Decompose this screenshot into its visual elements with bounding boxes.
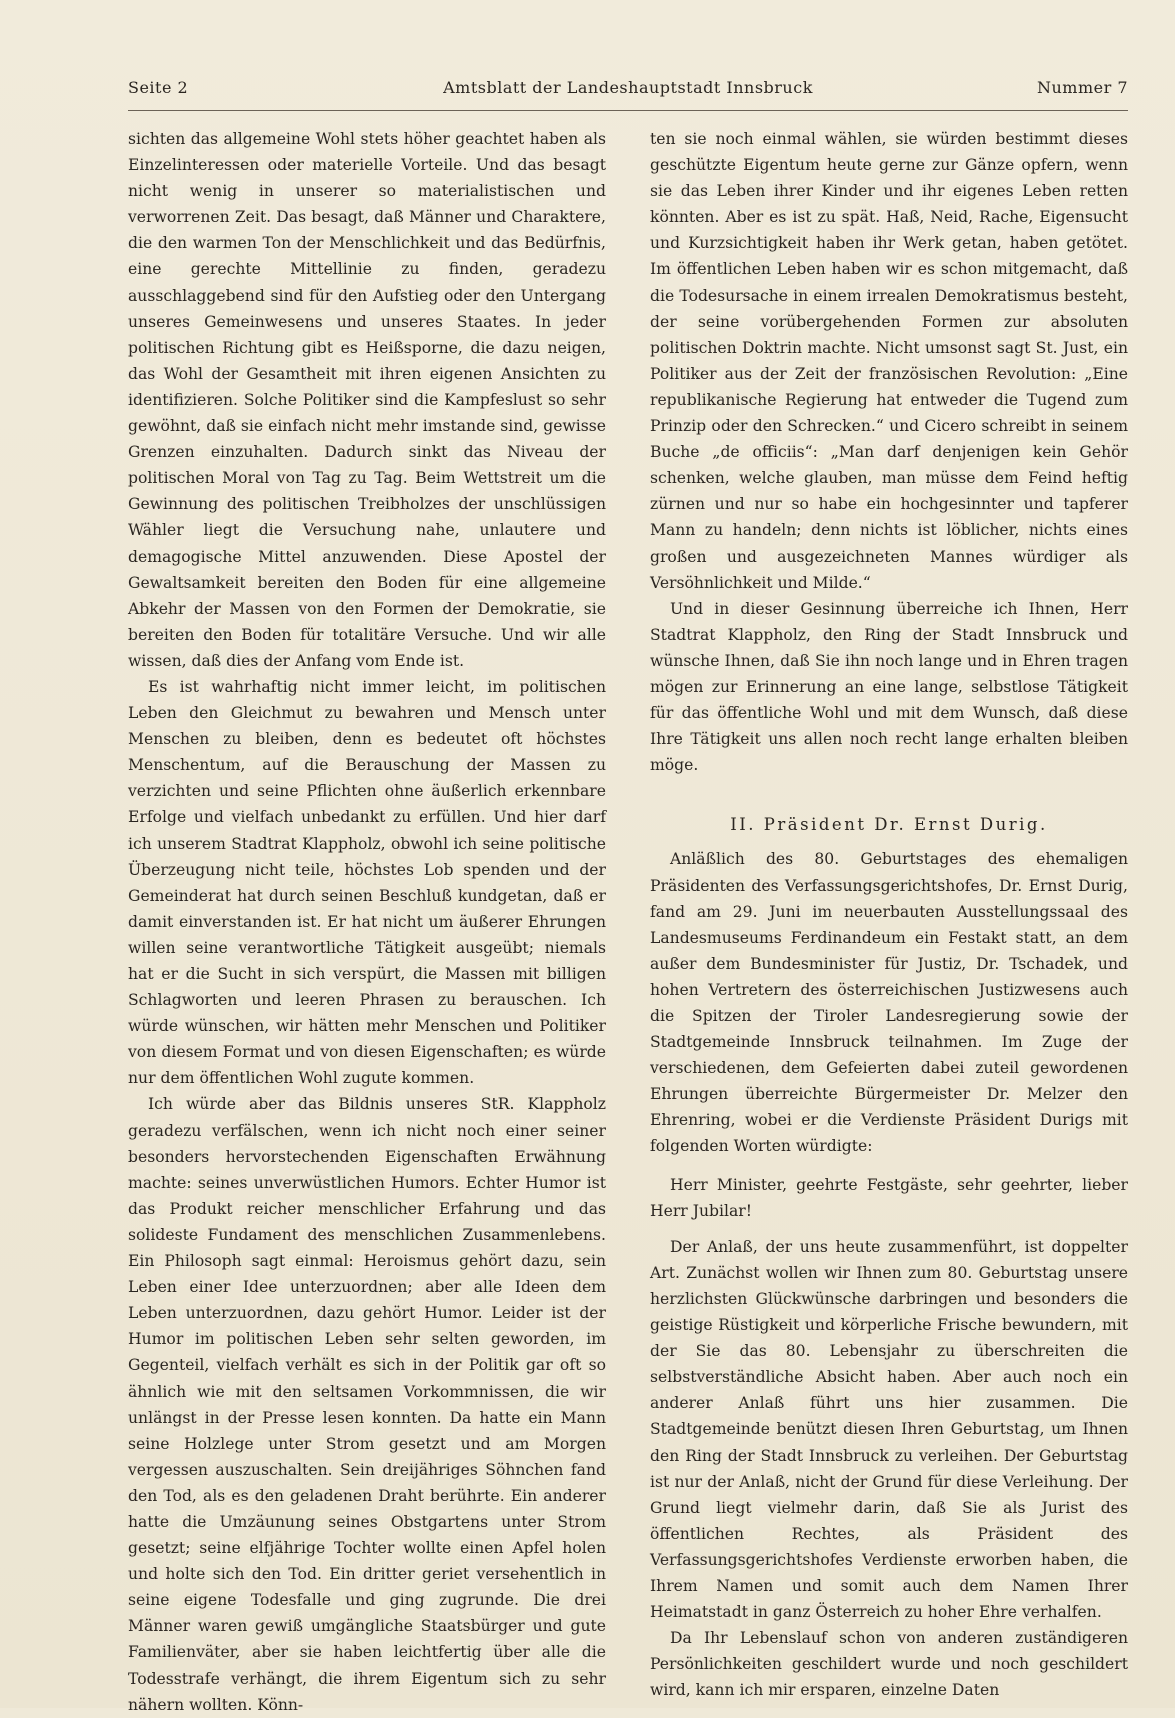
publication-title: Amtsblatt der Landeshauptstadt Innsbruck <box>443 78 813 97</box>
page-number-label: Seite 2 <box>128 78 189 97</box>
header-rule <box>128 110 1128 111</box>
left-column <box>128 126 606 1718</box>
page-header <box>128 78 1128 102</box>
left-paragraph-2: Es ist wahrhaftig nicht immer leicht, im politischen Leben den Gleichmut zu bewahren und Mensch unter Menschen zu bleiben, denn es bedeutet oft höchstes Menschentum, auf die Berauschung der Massen zu verzichten und seine Pflichten ohne äußerlich erkennbare Erfolge und vielfach unbedankt zu erfüllen. Und hier darf ich unserem Stadtrat Klappholz, obwohl ich seine politische Überzeugung nicht teile, höchstes Lob spenden und der Gemeinderat hat durch seinen Beschluß kundgetan, daß er damit einverstanden ist. Er hat nicht um äußerer Ehrungen willen seine verantwortliche Tätigkeit ausgeübt; niemals hat er die Sucht in sich verspürt, die Massen mit billigen Schlagworten und leeren Phrasen zu berauschen. Ich würde wünschen, wir hätten mehr Menschen und Politiker von diesem Format und von diesen Eigenschaften; es würde nur dem öffentlichen Wohl zugute kommen. <box>128 677 606 1088</box>
right-paragraph-2: Und in dieser Gesinnung überreiche ich Ihnen, Herr Stadtrat Klappholz, den Ring der Stadt Innsbruck und wünsche Ihnen, daß Sie ihn noch lange und in Ehren tragen mögen zur Erinnerung an eine lange, selbstlose Tätigkeit für das öffentliche Wohl und mit dem Wunsch, daß diese Ihre Tätigkeit uns allen noch recht lange erhalten bleiben möge. <box>650 599 1128 775</box>
section-heading: II. Präsident Dr. Ernst Durig. <box>730 815 1048 835</box>
right-paragraph-5: Da Ihr Lebenslauf schon von anderen zuständigeren Persönlichkeiten geschildert wurde und noch geschildert wird, kann ich mir ersparen, einzelne Daten <box>650 1629 1128 1700</box>
right-paragraph-1: ten sie noch einmal wählen, sie würden bestimmt dieses geschützte Eigentum heute gerne zur Gänze opfern, wenn sie das Leben ihrer Kinder und ihr eigenes Leben retten könnten. Aber es ist zu spät. Haß, Neid, Rache, Eigensucht und Kurzsichtigkeit haben ihr Werk getan, haben getötet. Im öffentlichen Leben haben wir es schon mitgemacht, daß die Todesursache in einem irrealen Demokratismus besteht, der seine vorübergehenden Formen zur absoluten politischen Doktrin machte. Nicht umsonst sagt St. Just, ein Politiker aus der Zeit der französischen Revolution: „Eine republikanische Regierung hat entweder die Tugend zum Prinzip oder den Schrecken.“ und Cicero schreibt in seinem Buche „de officiis“: „Man darf denjenigen kein Gehör schenken, welche glauben, man müsse dem Feind heftig zürnen und nur so habe ein hochgesinnter und tapferer Mann zu handeln; denn nichts ist löblicher, nichts eines großen und ausgezeichneten Mannes würdiger als Versöhnlichkeit und Milde.“ <box>650 130 1128 592</box>
left-paragraph-3: Ich würde aber das Bildnis unseres StR. Klappholz geradezu verfälschen, wenn ich nicht noch einer seiner besonders hervorstechenden Eigenschaften Erwähnung machte: seines unverwüstlichen Humors. Echter Humor ist das Produkt reicher menschlicher Erfahrung und das solideste Fundament des menschlichen Zusammenlebens. Ein Philosoph sagt einmal: Heroismus gehört dazu, sein Leben einer Idee unterzuordnen; aber alle Ideen dem Leben unterzuordnen, dazu gehört Humor. Leider ist der Humor im politischen Leben sehr selten geworden, im Gegenteil, vielfach verhält es sich in der Politik gar oft so ähnlich wie mit den seltsamen Vorkommnissen, die wir unlängst in der Presse lesen konnten. Da hatte ein Mann seine Holzlege unter Strom gesetzt und am Morgen vergessen auszuschalten. Sein dreijähriges Söhnchen fand den Tod, als es den geladenen Draht berührte. Ein anderer hatte die Umzäunung seines Obstgartens unter Strom gesetzt; seine elfjährige Tochter wollte einen Apfel holen und holte sich den Tod. Ein dritter geriet versehentlich in seine eigene Todesfalle und ging zugrunde. Die drei Männer waren gewiß umgängliche Staatsbürger und gute Familienväter, aber sie haben leichtfertig über alle die Todesstrafe verhängt, die ihrem Eigentum sich zu sehr nähern wollten. Könn- <box>128 1095 606 1714</box>
right-paragraph-4: Der Anlaß, der uns heute zusammenführt, ist doppelter Art. Zunächst wollen wir Ihnen zum 80. Geburtstag unsere herzlichsten Glückwünsche darbringen und besonders die geistige Rüstigkeit und körperliche Frische bewundern, mit der Sie das 80. Lebensjahr zu überschreiten die selbstverständliche Absicht haben. Aber auch noch ein anderer Anlaß führt uns hier zusammen. Die Stadtgemeinde benützt diesen Ihren Geburtstag, um Ihnen den Ring der Stadt Innsbruck zu verleihen. Der Geburtstag ist nur der Anlaß, nicht der Grund für diese Verleihung. Der Grund liegt vielmehr darin, daß Sie als Jurist des öffentlichen Rechtes, als Präsident des Verfassungsgerichtshofes Verdienste erworben haben, die Ihrem Namen und somit auch dem Namen Ihrer Heimatstadt in ganz Österreich zu hoher Ehre verhalfen. <box>650 1237 1128 1622</box>
right-paragraph-3: Anläßlich des 80. Geburtstages des ehemaligen Präsidenten des Verfassungsgerichtshofes, Dr. Ernst Durig, fand am 29. Juni im neuerbauten Ausstellungssaal des Landesmuseums Ferdinandeum ein Festakt statt, an dem außer dem Bundesminister für Justiz, Dr. Tschadek, und hohen Vertretern des österreichischen Justizwesens auch die Spitzen der Tiroler Landesregierung sowie der Stadtgemeinde Innsbruck teilnahmen. Im Zuge der verschiedenen, dem Gefeierten dabei zuteil gewordenen Ehrungen überreichte Bürgermeister Dr. Melzer den Ehrenring, wobei er die Verdienste Präsident Durigs mit folgenden Worten würdigte: <box>650 850 1128 1156</box>
issue-number: Nummer 7 <box>1036 78 1128 97</box>
left-paragraph-1: sichten das allgemeine Wohl stets höher geachtet haben als Einzelinteressen oder materielle Vorteile. Und das besagt nicht wenig in unserer so materialistischen und verworrenen Zeit. Das besagt, daß Männer und Charaktere, die den warmen Ton der Menschlichkeit und das Bedürfnis, eine gerechte Mittellinie zu finden, geradezu ausschlaggebend sind für den Aufstieg oder den Untergang unseres Gemeinwesens und unseres Staates. In jeder politischen Richtung gibt es Heißsporne, die dazu neigen, das Wohl der Gesamtheit mit ihren eigenen Ansichten zu identifizieren. Solche Politiker sind die Kampfeslust so sehr gewöhnt, daß sie einfach nicht mehr imstande sind, gewisse Grenzen einzuhalten. Dadurch sinkt das Niveau der politischen Moral von Tag zu Tag. Beim Wettstreit um die Gewinnung des politischen Treibholzes der unschlüssigen Wähler liegt die Versuchung nahe, unlautere und demagogische Mittel anzuwenden. Diese Apostel der Gewaltsamkeit bereiten den Boden für eine allgemeine Abkehr der Massen von den Formen der Demokratie, sie bereiten den Boden für totalitäre Versuche. Und wir alle wissen, daß dies der Anfang vom Ende ist. <box>128 130 606 670</box>
salutation: Herr Minister, geehrte Festgäste, sehr geehrter, lieber Herr Jubilar! <box>650 1175 1128 1220</box>
right-column <box>650 126 1128 1703</box>
